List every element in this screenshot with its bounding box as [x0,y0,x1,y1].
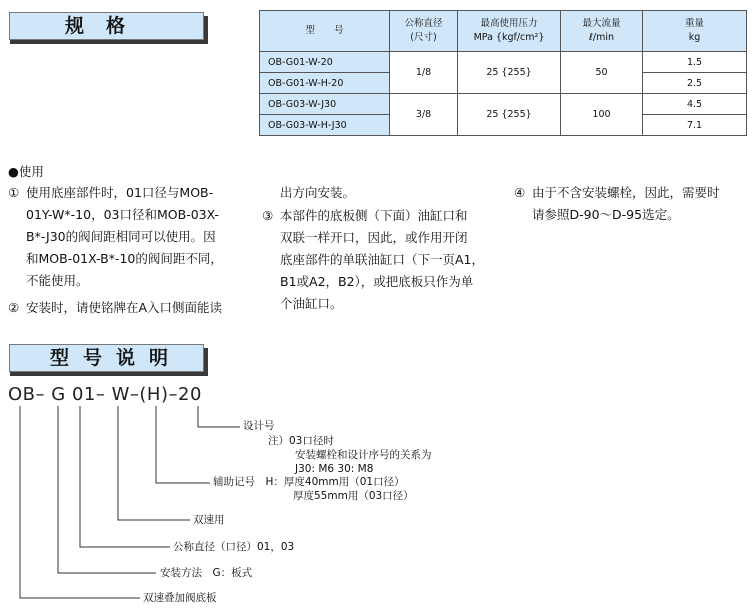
pressure-cell: 25 {255} [458,52,561,94]
label-note-1: 注）03口径时 [268,435,334,447]
usage-item-text: 使用底座部件时，01口径与MOB- 01Y-W*-10，03口径和MOB-03X- B*-J30的阀间距相同可以使用。因 和MOB-01X-B*-10的阀间距不同， 不能使用。 [26,185,223,288]
col-bore: 公称直径 (尺寸) [390,11,458,52]
label-aux-2: 厚度55mm用（03口径） [293,490,414,502]
label-note-2: 安装螺栓和设计序号的关系为 [295,449,432,461]
weight-cell: 1.5 [643,52,747,73]
weight-cell: 7.1 [643,115,747,136]
usage-item-text: 本部件的底板侧（下面）油缸口和 双联一样开口，因此，或作用开闭 底座部件的单联油缸口（下一页A1， B1或A2，B2），或把底板只作为单 个油缸口。 [280,208,485,311]
flow-cell: 50 [561,52,643,94]
weight-cell: 2.5 [643,73,747,94]
code-design: 20 [178,384,202,405]
label-mount: 安装方法 G：板式 [160,567,253,579]
label-design: 设计号 [243,420,275,432]
code-g: G [51,384,66,405]
code-size: 01 [71,384,96,405]
bore-cell: 3/8 [390,94,458,136]
spec-title: 规格 [65,15,148,37]
col-pressure: 最高使用压力 MPa {kgf/cm²} [458,11,561,52]
usage-item-2-cont: 出方向安装。 [280,185,356,200]
model-cell: OB-G01-W-H-20 [260,73,390,94]
pressure-cell: 25 {255} [458,94,561,136]
label-double: 双速用 [193,514,225,526]
model-title: 型号说明 [50,347,183,369]
col-model: 型 号 [260,11,390,52]
col-weight: 重量 kg [643,11,747,52]
code-h: (H) [139,384,169,405]
label-note-3: J30: M6 30: M8 [295,463,374,475]
model-code: OB– G 01– W–(H)–20 [8,384,202,405]
label-name: 双速叠加阀底板 [143,592,217,604]
usage-item-text: 由于不含安装螺栓，因此，需要时 请参照D-90～D-95选定。 [532,185,720,222]
col-flow: 最大流量 ℓ/min [561,11,643,52]
weight-cell: 4.5 [643,94,747,115]
model-cell: OB-G01-W-20 [260,52,390,73]
code-ob: OB [8,384,36,405]
label-aux: 辅助记号 H：厚度40mm用（01口径） [213,476,405,488]
label-size: 公称直径（口径）01，03 [173,541,295,553]
flow-cell: 100 [561,94,643,136]
code-w: W [111,384,130,405]
model-cell: OB-G03-W-J30 [260,94,390,115]
usage-heading: ●使用 [8,164,44,179]
model-cell: OB-G03-W-H-J30 [260,115,390,136]
usage-item-text: 安装时，请使铭牌在A入口侧面能读 [26,300,223,315]
bore-cell: 1/8 [390,52,458,94]
